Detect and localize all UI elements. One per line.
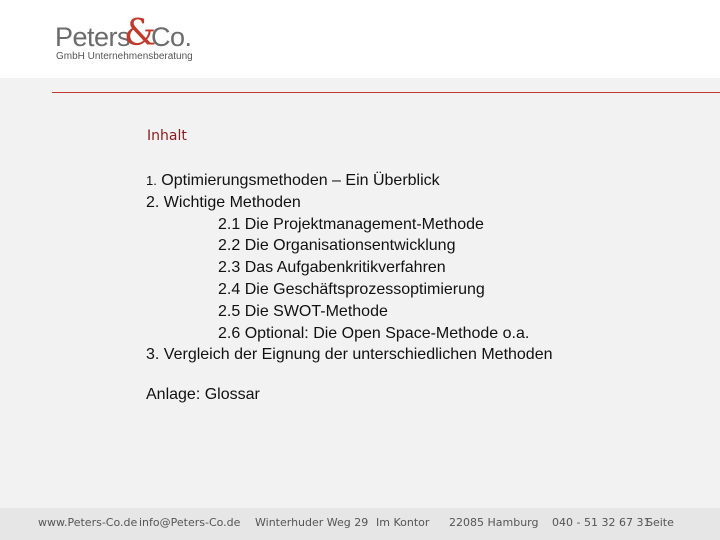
footer-email-link[interactable]: info@Peters-Co.de [139, 516, 241, 529]
appendix-note: Anlage: Glossar [146, 386, 260, 403]
toc-item-text: Die SWOT-Methode [244, 302, 388, 320]
logo-name: Peters [55, 22, 131, 52]
logo-ampersand: & [124, 13, 157, 54]
toc-item [146, 170, 706, 192]
toc-item-text: Die Organisationsentwicklung [244, 237, 456, 255]
toc-subitem [146, 214, 706, 236]
toc-item [146, 344, 706, 366]
footer-phone: 040 - 51 32 67 31 [552, 516, 651, 529]
toc-item-number: 2. [146, 193, 160, 211]
footer-street: Winterhuder Weg 29 [255, 516, 369, 529]
toc-subitem [146, 257, 706, 279]
footer-city: 22085 Hamburg [449, 516, 539, 529]
toc-item-text: Optimierungsmethoden – Ein Überblick [161, 172, 440, 189]
toc-item-number: 2.1 [218, 215, 241, 233]
toc-item-text: Die Geschäftsprozessoptimierung [244, 280, 485, 298]
logo-subtitle: GmbH Unternehmensberatung [56, 51, 193, 62]
toc-item-number: 3. [146, 346, 160, 364]
toc-item-number: 2.3 [218, 259, 241, 277]
header [0, 0, 720, 78]
footer-website-link[interactable]: www.Peters-Co.de [38, 516, 138, 529]
toc-item-text: Die Projektmanagement-Methode [244, 215, 484, 233]
toc-item-number: 2.6 [218, 324, 241, 342]
toc-item-text: Optional: Die Open Space-Methode o.a. [244, 324, 530, 342]
toc-subitem [146, 323, 706, 345]
toc-item-number: 2.5 [218, 302, 241, 320]
footer-page-label: Seite [646, 516, 674, 529]
toc-subitem [146, 279, 706, 301]
toc-item-text: Vergleich der Eignung der unterschiedlichen Methoden [163, 346, 553, 364]
footer-building: Im Kontor [376, 516, 430, 529]
table-of-contents [146, 170, 706, 366]
section-title: Inhalt [147, 128, 187, 144]
company-logo [55, 14, 195, 66]
toc-item-text: Wichtige Methoden [163, 193, 301, 211]
toc-item [146, 192, 706, 214]
toc-item-number: 2.2 [218, 237, 241, 255]
header-divider [52, 92, 720, 93]
logo-suffix: Co. [151, 22, 192, 52]
toc-item-text: Das Aufgabenkritikverfahren [244, 259, 446, 277]
toc-subitem [146, 301, 706, 323]
toc-item-number: 1. [146, 173, 157, 188]
toc-subitem [146, 235, 706, 257]
toc-item-number: 2.4 [218, 280, 241, 298]
